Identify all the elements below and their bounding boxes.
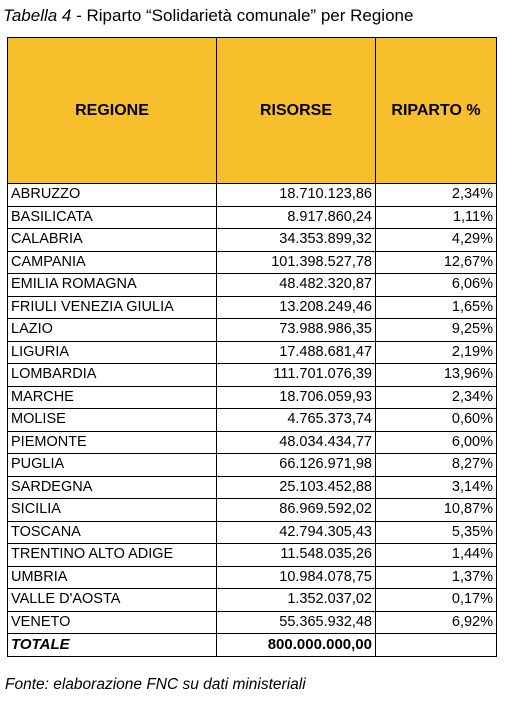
regional-allocation-table — [7, 37, 497, 657]
table-body — [8, 184, 497, 657]
region-cell: MOLISE — [8, 409, 217, 432]
share-cell: 1,65% — [376, 296, 497, 319]
header-risorse: RISORSE — [217, 38, 376, 184]
table-row — [8, 431, 497, 454]
region-cell: CAMPANIA — [8, 251, 217, 274]
table-row — [8, 589, 497, 612]
table-row — [8, 229, 497, 252]
share-cell: 12,67% — [376, 251, 497, 274]
share-cell: 6,92% — [376, 611, 497, 634]
resources-cell: 11.548.035,26 — [217, 544, 376, 567]
resources-cell: 25.103.452,88 — [217, 476, 376, 499]
region-cell: LOMBARDIA — [8, 364, 217, 387]
share-cell: 2,34% — [376, 184, 497, 207]
table-row — [8, 319, 497, 342]
region-cell: MARCHE — [8, 386, 217, 409]
share-cell: 0,60% — [376, 409, 497, 432]
region-cell: ABRUZZO — [8, 184, 217, 207]
total-resources-cell: 800.000.000,00 — [217, 634, 376, 657]
resources-cell: 66.126.971,98 — [217, 454, 376, 477]
table-row — [8, 386, 497, 409]
share-cell: 6,00% — [376, 431, 497, 454]
share-cell: 10,87% — [376, 499, 497, 522]
region-cell: TOSCANA — [8, 521, 217, 544]
table-caption — [3, 6, 413, 26]
share-cell: 1,11% — [376, 206, 497, 229]
share-cell: 2,19% — [376, 341, 497, 364]
share-cell: 9,25% — [376, 319, 497, 342]
table-row — [8, 521, 497, 544]
resources-cell: 4.765.373,74 — [217, 409, 376, 432]
table-row — [8, 409, 497, 432]
share-cell: 6,06% — [376, 274, 497, 297]
region-cell: VENETO — [8, 611, 217, 634]
region-cell: UMBRIA — [8, 566, 217, 589]
share-cell: 1,37% — [376, 566, 497, 589]
resources-cell: 42.794.305,43 — [217, 521, 376, 544]
region-cell: LIGURIA — [8, 341, 217, 364]
region-cell: SICILIA — [8, 499, 217, 522]
resources-cell: 48.482.320,87 — [217, 274, 376, 297]
share-cell: 1,44% — [376, 544, 497, 567]
table-header-row — [8, 38, 497, 184]
resources-cell: 18.710.123,86 — [217, 184, 376, 207]
table-row — [8, 364, 497, 387]
share-cell: 5,35% — [376, 521, 497, 544]
resources-cell: 55.365.932,48 — [217, 611, 376, 634]
resources-cell: 1.352.037,02 — [217, 589, 376, 612]
share-cell: 4,29% — [376, 229, 497, 252]
region-cell: TRENTINO ALTO ADIGE — [8, 544, 217, 567]
resources-cell: 8.917.860,24 — [217, 206, 376, 229]
total-row — [8, 634, 497, 657]
resources-cell: 10.984.078,75 — [217, 566, 376, 589]
table-row — [8, 611, 497, 634]
header-riparto: RIPARTO % — [376, 38, 497, 184]
resources-cell: 13.208.249,46 — [217, 296, 376, 319]
table-row — [8, 206, 497, 229]
header-regione: REGIONE — [8, 38, 217, 184]
region-cell: FRIULI VENEZIA GIULIA — [8, 296, 217, 319]
region-cell: EMILIA ROMAGNA — [8, 274, 217, 297]
resources-cell: 86.969.592,02 — [217, 499, 376, 522]
resources-cell: 101.398.527,78 — [217, 251, 376, 274]
table-row — [8, 341, 497, 364]
resources-cell: 17.488.681,47 — [217, 341, 376, 364]
caption-text: - Riparto “Solidarietà comunale” per Regione — [71, 6, 414, 25]
table-row — [8, 296, 497, 319]
resources-cell: 34.353.899,32 — [217, 229, 376, 252]
region-cell: PIEMONTE — [8, 431, 217, 454]
table-row — [8, 499, 497, 522]
table-row — [8, 566, 497, 589]
table-row — [8, 454, 497, 477]
table-row — [8, 184, 497, 207]
source-note: Fonte: elaborazione FNC su dati ministeriali — [5, 676, 306, 693]
resources-cell: 73.988.986,35 — [217, 319, 376, 342]
table-row — [8, 544, 497, 567]
region-cell: CALABRIA — [8, 229, 217, 252]
region-cell: LAZIO — [8, 319, 217, 342]
share-cell: 13,96% — [376, 364, 497, 387]
share-cell: 3,14% — [376, 476, 497, 499]
caption-label: Tabella 4 — [3, 6, 72, 25]
share-cell: 0,17% — [376, 589, 497, 612]
table-row — [8, 274, 497, 297]
share-cell: 2,34% — [376, 386, 497, 409]
resources-cell: 48.034.434,77 — [217, 431, 376, 454]
table-row — [8, 476, 497, 499]
resources-cell: 111.701.076,39 — [217, 364, 376, 387]
region-cell: VALLE D'AOSTA — [8, 589, 217, 612]
region-cell: BASILICATA — [8, 206, 217, 229]
share-cell: 8,27% — [376, 454, 497, 477]
table-row — [8, 251, 497, 274]
total-share-cell — [376, 634, 497, 657]
region-cell: SARDEGNA — [8, 476, 217, 499]
total-label-cell: TOTALE — [8, 634, 217, 657]
resources-cell: 18.706.059,93 — [217, 386, 376, 409]
region-cell: PUGLIA — [8, 454, 217, 477]
